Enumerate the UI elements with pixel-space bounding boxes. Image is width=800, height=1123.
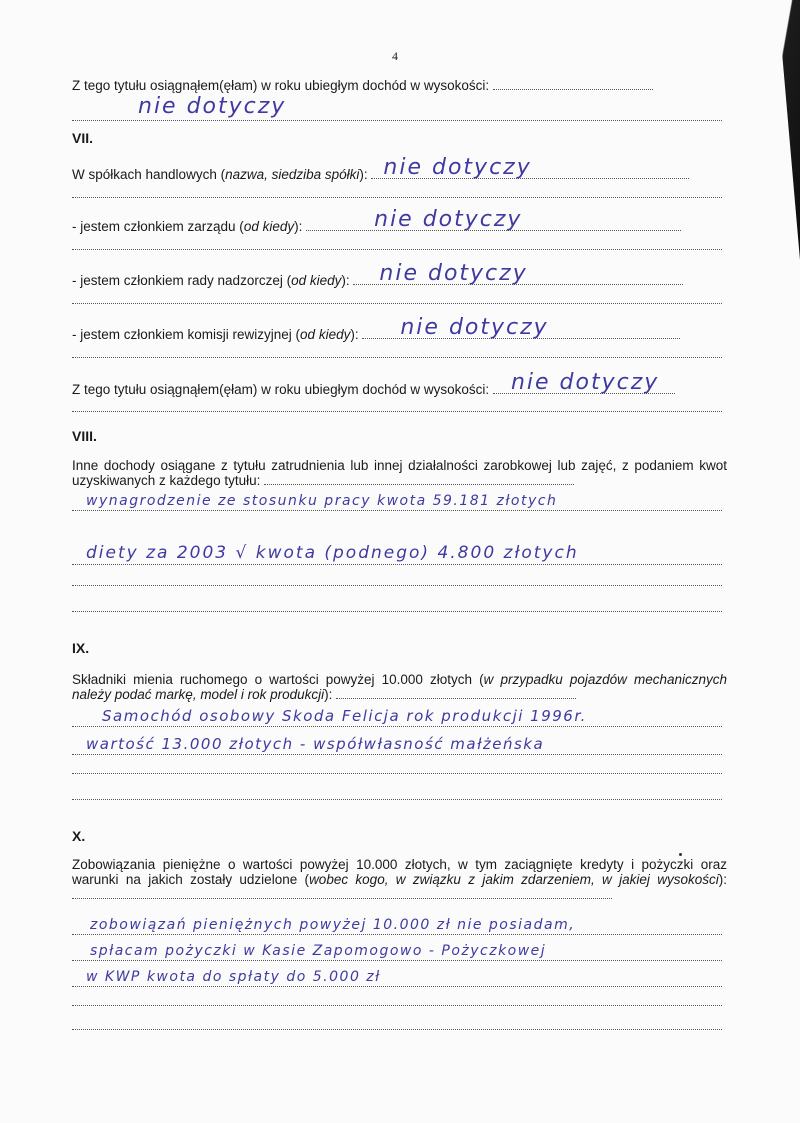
section-8-value-2: diety za 2003 √ kwota (podnego) 4.800 złotych bbox=[86, 543, 579, 563]
dotted-line bbox=[72, 248, 722, 250]
section-9-text-b: ): bbox=[324, 687, 333, 702]
dotted-line bbox=[72, 798, 722, 800]
board-label: - jestem członkiem zarządu ( bbox=[72, 219, 244, 234]
scan-speck bbox=[679, 853, 682, 856]
section-10-line-3[interactable] bbox=[72, 960, 722, 987]
companies-fill bbox=[371, 155, 689, 180]
section-8-description: Inne dochody osiągane z tytułu zatrudnienia lub innej działalności zarobkowej lub zajęć, z podaniem kwot uzyskiwanych z każdego tytułu: bbox=[72, 458, 727, 488]
dotted-fill bbox=[336, 698, 576, 699]
section-10-text-b: ): bbox=[718, 872, 727, 887]
section-7-income-label: Z tego tytułu osiągnąłem(ęłam) w roku ubiegłym dochód w wysokości: bbox=[72, 382, 490, 397]
section-7-income-value: nie dotyczy bbox=[510, 370, 660, 395]
section-10-text bbox=[72, 857, 727, 902]
audit-value: nie dotyczy bbox=[400, 315, 549, 340]
scan-edge-shadow bbox=[710, 0, 800, 260]
section-10-line-1[interactable] bbox=[72, 908, 722, 935]
supervisory-suffix: ): bbox=[341, 273, 350, 288]
board-row[interactable] bbox=[72, 207, 722, 234]
audit-hint: od kiedy bbox=[300, 327, 351, 342]
dotted-line bbox=[72, 410, 722, 412]
section-9-hint: w przypadku pojazdów mechanicznych należy podać markę, model i rok produkcji bbox=[72, 672, 728, 702]
section-8-line-1[interactable] bbox=[72, 486, 722, 511]
section-7-heading: VII. bbox=[72, 130, 94, 146]
dotted-line bbox=[72, 302, 722, 304]
dotted-line bbox=[72, 610, 722, 612]
section-8-value-1: wynagrodzenie ze stosunku pracy kwota 59.181 złotych bbox=[86, 493, 558, 509]
section-9-text bbox=[72, 672, 727, 702]
section-10-hint: wobec kogo, w związku z jakim zdarzeniem, w jakiej wysokości bbox=[309, 872, 719, 887]
section-8-text bbox=[72, 458, 727, 488]
supervisory-value: nie dotyczy bbox=[379, 261, 528, 286]
companies-row[interactable] bbox=[72, 155, 722, 182]
page-number: 4 bbox=[392, 49, 398, 63]
supervisory-label: - jestem członkiem rady nadzorczej ( bbox=[72, 273, 292, 288]
section-10-text-a: Zobowiązania pieniężne o wartości powyżej 10.000 złotych, w tym zaciągnięte kredyty i pożyczki oraz warunki na jakich zostały udzielone ( bbox=[72, 857, 727, 887]
audit-fill bbox=[362, 315, 680, 340]
board-suffix: ): bbox=[294, 219, 303, 234]
dotted-fill bbox=[493, 89, 653, 90]
section-10-value-1: zobowiązań pieniężnych powyżej 10.000 zł nie posiadam, bbox=[90, 917, 576, 933]
audit-row[interactable] bbox=[72, 315, 722, 342]
section-10-value-2: spłacam pożyczki w Kasie Zapomogowo - Pożyczkowej bbox=[90, 943, 547, 959]
companies-label: W spółkach handlowych ( bbox=[72, 167, 226, 182]
section-9-value-2: wartość 13.000 złotych - współwłasność małżeńska bbox=[86, 735, 545, 753]
section-10-heading: X. bbox=[72, 828, 86, 844]
supervisory-row[interactable] bbox=[72, 261, 722, 288]
dotted-fill bbox=[72, 898, 612, 899]
top-income-value-line[interactable] bbox=[72, 94, 722, 121]
section-7-income-row[interactable] bbox=[72, 370, 722, 397]
section-10-value-3: w KWP kwota do spłaty do 5.000 zł bbox=[86, 969, 381, 985]
dotted-line bbox=[72, 1004, 722, 1006]
dotted-line bbox=[72, 196, 722, 198]
dotted-line bbox=[72, 584, 722, 586]
section-10-line-2[interactable] bbox=[72, 934, 722, 961]
audit-suffix: ): bbox=[350, 327, 359, 342]
board-hint: od kiedy bbox=[243, 219, 295, 234]
section-9-heading: IX. bbox=[72, 640, 90, 656]
section-9-value-1: Samochód osobowy Skoda Felicja rok produkcji 1996r. bbox=[102, 707, 587, 725]
top-income-label-row bbox=[72, 78, 722, 93]
dotted-fill bbox=[264, 484, 574, 485]
board-fill bbox=[306, 207, 681, 232]
companies-value: nie dotyczy bbox=[383, 155, 532, 180]
dotted-line bbox=[72, 1028, 722, 1030]
companies-hint: nazwa, siedziba spółki bbox=[225, 167, 360, 182]
section-8-line-2[interactable] bbox=[72, 536, 722, 565]
audit-label: - jestem członkiem komisji rewizyjnej ( bbox=[72, 327, 301, 342]
dotted-line bbox=[72, 356, 722, 358]
top-income-label: Z tego tytułu osiągnąłem(ęłam) w roku ubiegłym dochód w wysokości: bbox=[72, 78, 490, 93]
section-9-line-2[interactable] bbox=[72, 728, 722, 755]
supervisory-fill bbox=[353, 261, 683, 286]
top-income-value: nie dotyczy bbox=[138, 94, 287, 119]
section-7-income-fill bbox=[493, 370, 675, 395]
supervisory-hint: od kiedy bbox=[291, 273, 342, 288]
section-8-heading: VIII. bbox=[72, 428, 97, 444]
section-9-line-1[interactable] bbox=[72, 700, 722, 727]
section-9-text-a: Składniki mienia ruchomego o wartości powyżej 10.000 złotych ( bbox=[72, 672, 484, 687]
board-value: nie dotyczy bbox=[374, 207, 523, 232]
dotted-line bbox=[72, 772, 722, 774]
companies-suffix: ): bbox=[359, 167, 368, 182]
